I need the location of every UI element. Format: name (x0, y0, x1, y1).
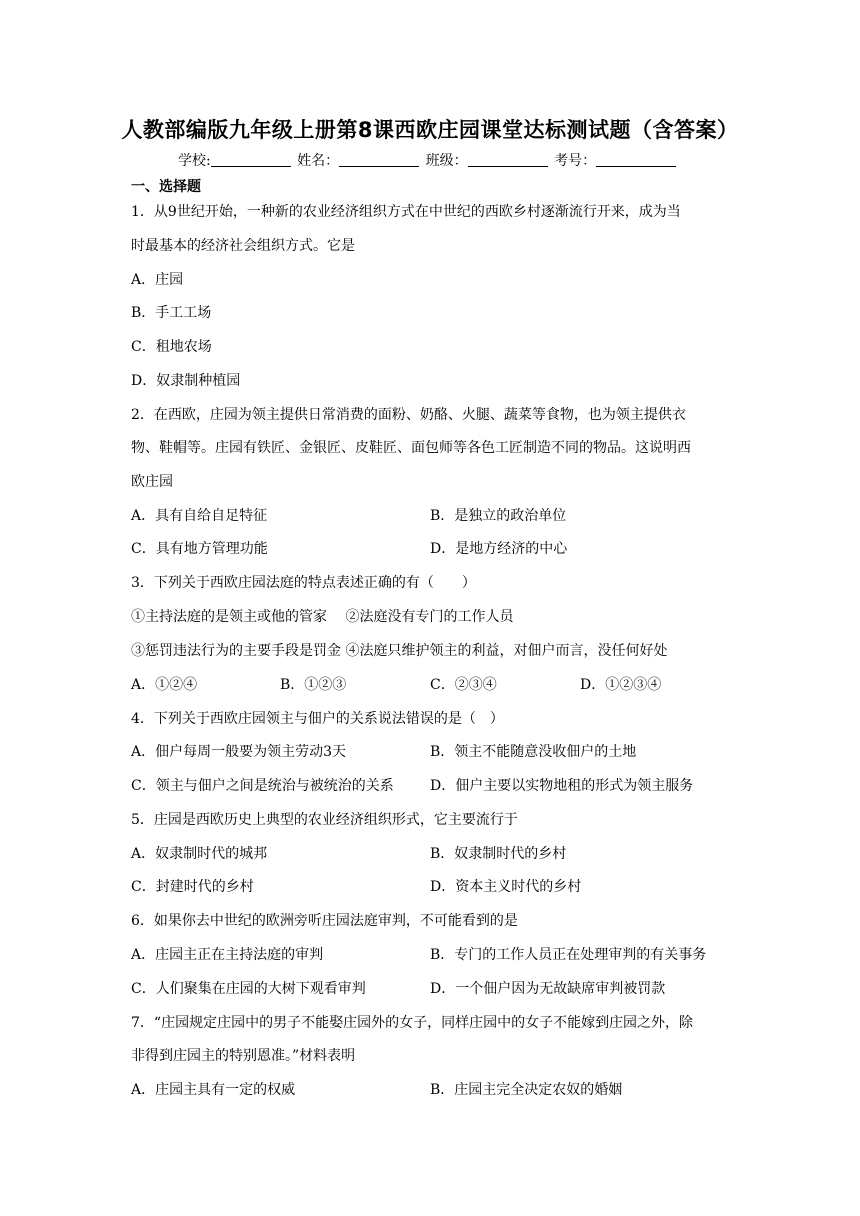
q4-stem-line-1: 4．下列关于西欧庄园领主与佃户的关系说法错误的是（ ） (131, 711, 504, 727)
q4-option-c[interactable]: C．领主与佃户之间是统治与被统治的关系 (131, 778, 394, 794)
q1-option-c[interactable]: C．租地农场 (131, 339, 212, 355)
q7-option-b[interactable]: B．庄园主完全决定农奴的婚姻 (430, 1082, 623, 1098)
q3-stem-line-1: 3．下列关于西欧庄园法庭的特点表述正确的有（ ） (131, 575, 476, 591)
q5-option-b[interactable]: B．奴隶制时代的乡村 (430, 846, 567, 862)
school-label: 学校: (178, 153, 211, 169)
q2-option-d[interactable]: D．是地方经济的中心 (430, 541, 568, 557)
exam-no-label: 考号： (554, 153, 597, 169)
q2-option-a[interactable]: A．具有自给自足特征 (131, 508, 268, 524)
q6-option-a[interactable]: A．庄园主正在主持法庭的审判 (131, 947, 324, 963)
q2-stem-line-1: 2．在西欧，庄园为领主提供日常消费的面粉、奶酪、火腿、蔬菜等食物，也为领主提供衣 (131, 407, 686, 423)
q7-stem-line-1: 7．“庄园规定庄园中的男子不能娶庄园外的女子，同样庄园中的女子不能嫁到庄园之外，除 (131, 1015, 694, 1031)
q6-option-b[interactable]: B．专门的工作人员正在处理审判的有关事务 (430, 947, 707, 963)
name-label: 姓名： (297, 153, 340, 169)
section-heading: 一、选择题 (131, 179, 201, 195)
school-blank[interactable] (211, 152, 291, 167)
q2-stem-line-3: 欧庄园 (131, 474, 173, 490)
student-info-line (178, 150, 678, 170)
exam-no-blank[interactable] (596, 152, 676, 167)
q3-option-d[interactable]: D．①②③④ (580, 677, 662, 693)
q5-option-c[interactable]: C．封建时代的乡村 (131, 879, 254, 895)
q6-option-d[interactable]: D．一个佃户因为无故缺席审判被罚款 (430, 981, 666, 997)
q3-option-b[interactable]: B．①②③ (280, 677, 347, 693)
q1-stem-line-2: 时最基本的经济社会组织方式。它是 (131, 238, 355, 254)
q7-stem-line-2: 非得到庄园主的特别恩准。”材料表明 (131, 1048, 356, 1064)
q3-stem-line-2: ①主持法庭的是领主或他的管家 ②法庭没有专门的工作人员 (131, 609, 514, 625)
q2-stem-line-2: 物、鞋帽等。庄园有铁匠、金银匠、皮鞋匠、面包师等各色工匠制造不同的物品。这说明西 (131, 440, 691, 456)
q3-option-a[interactable]: A．①②④ (131, 677, 198, 693)
q6-stem-line-1: 6．如果你去中世纪的欧洲旁听庄园法庭审判，不可能看到的是 (131, 913, 518, 929)
q2-option-c[interactable]: C．具有地方管理功能 (131, 541, 268, 557)
class-label: 班级： (425, 153, 468, 169)
q3-stem-line-3: ③惩罚违法行为的主要手段是罚金 ④法庭只维护领主的利益，对佃户而言，没任何好处 (131, 643, 668, 659)
class-blank[interactable] (468, 152, 548, 167)
document-title: 人教部编版九年级上册第8课西欧庄园课堂达标测试题（含答案） (121, 118, 739, 142)
q2-option-b[interactable]: B．是独立的政治单位 (430, 508, 567, 524)
q1-option-d[interactable]: D．奴隶制种植园 (131, 373, 241, 389)
q1-option-b[interactable]: B．手工工场 (131, 305, 212, 321)
q5-option-a[interactable]: A．奴隶制时代的城邦 (131, 846, 268, 862)
q6-option-c[interactable]: C．人们聚集在庄园的大树下观看审判 (131, 981, 366, 997)
q5-option-d[interactable]: D．资本主义时代的乡村 (430, 879, 582, 895)
q7-option-a[interactable]: A．庄园主具有一定的权威 (131, 1082, 296, 1098)
q5-stem-line-1: 5．庄园是西欧历史上典型的农业经济组织形式，它主要流行于 (131, 812, 518, 828)
q4-option-b[interactable]: B．领主不能随意没收佃户的土地 (430, 744, 637, 760)
q1-stem-line-1: 1．从9世纪开始，一种新的农业经济组织方式在中世纪的西欧乡村逐渐流行开来，成为当 (131, 204, 681, 220)
q4-option-a[interactable]: A．佃户每周一般要为领主劳动3天 (131, 744, 347, 760)
q4-option-d[interactable]: D．佃户主要以实物地租的形式为领主服务 (430, 778, 694, 794)
q1-option-a[interactable]: A．庄园 (131, 272, 184, 288)
q3-option-c[interactable]: C．②③④ (430, 677, 497, 693)
name-blank[interactable] (339, 152, 419, 167)
